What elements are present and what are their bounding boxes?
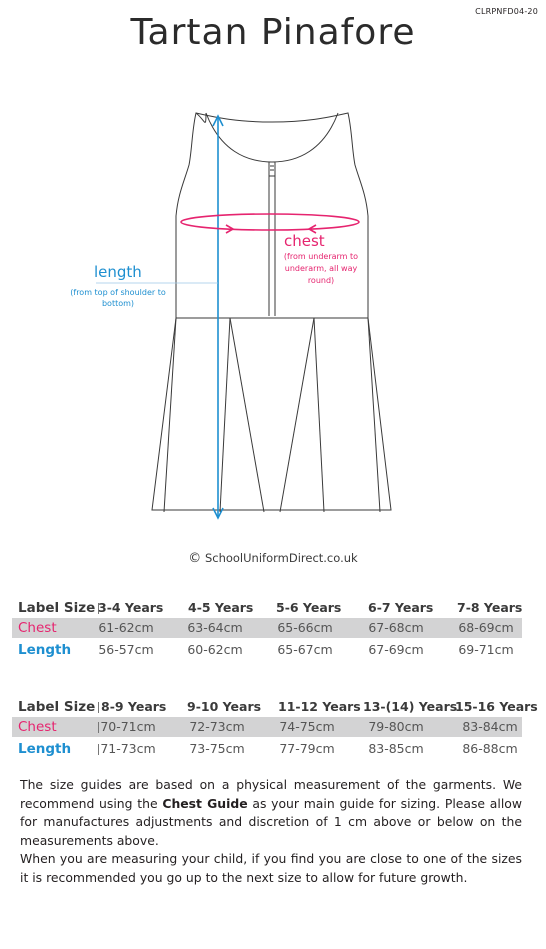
table-row-header xyxy=(12,598,522,618)
page-title: Tartan Pinafore xyxy=(130,12,416,53)
chest-guide-emphasis: Chest Guide xyxy=(162,795,248,811)
table-row-header xyxy=(12,697,538,717)
size-heading: 5-6 Years xyxy=(276,600,342,615)
chest-row-label: Chest xyxy=(18,620,57,636)
label-size-heading: Label Size xyxy=(18,699,96,715)
chest-measure-label: chest xyxy=(284,232,325,250)
chest-value: 79-80cm xyxy=(368,719,424,734)
copyright-icon: © xyxy=(188,551,202,566)
chest-value: 61-62cm xyxy=(98,620,154,635)
zip-pull xyxy=(269,162,275,176)
chest-value: 63-64cm xyxy=(187,620,243,635)
chest-value: 70-71cm xyxy=(100,719,156,734)
guidance-text-growth: When you are measuring your child, if you find you are close to one of the sizes it is recommended you go up to the next size to allow for future growth. xyxy=(20,851,522,885)
length-value: 83-85cm xyxy=(368,741,424,756)
chest-value: 72-73cm xyxy=(189,719,245,734)
copyright-line xyxy=(0,551,546,566)
size-heading: 8-9 Years xyxy=(101,699,167,714)
chest-value: 68-69cm xyxy=(458,620,514,635)
length-row-label: Length xyxy=(18,741,72,757)
size-heading: 9-10 Years xyxy=(187,699,262,714)
pinafore-diagram xyxy=(0,90,546,535)
pinafore-bodice-outline xyxy=(176,113,368,318)
length-value: 65-67cm xyxy=(277,642,333,657)
length-value: 56-57cm xyxy=(98,642,154,657)
chest-value: 65-66cm xyxy=(277,620,333,635)
chest-arrow xyxy=(181,214,359,233)
chest-value: 83-84cm xyxy=(462,719,518,734)
guidance-text: as your main guide for sizing. Please allow for manufactures adjustments and discretion of 1 cm above or below on the measurements above. xyxy=(20,795,522,848)
chest-value: 67-68cm xyxy=(368,620,424,635)
length-value: 73-75cm xyxy=(189,741,245,756)
table-row-chest xyxy=(12,717,522,737)
pinafore-neckline xyxy=(206,113,338,162)
table-row-length xyxy=(12,739,522,759)
size-heading: 6-7 Years xyxy=(368,600,434,615)
length-measure-note: (from top of shoulder to bottom) xyxy=(70,288,166,308)
size-heading: 13-(14) Years xyxy=(363,699,458,714)
size-heading: 3-4 Years xyxy=(98,600,164,615)
chest-measure-note: (from underarm to underarm, all way round) xyxy=(283,252,359,285)
chest-value: 74-75cm xyxy=(279,719,335,734)
length-arrow xyxy=(213,116,223,518)
product-code: CLRPNFD04-20 xyxy=(475,7,538,16)
table-row-length xyxy=(12,640,522,660)
length-measure-label: length xyxy=(94,263,142,281)
column-separator xyxy=(98,702,99,713)
copyright-text: SchoolUniformDirect.co.uk xyxy=(204,551,358,565)
length-value: 67-69cm xyxy=(368,642,424,657)
size-heading: 4-5 Years xyxy=(188,600,254,615)
size-table-2 xyxy=(12,697,538,759)
size-heading: 11-12 Years xyxy=(278,699,361,714)
size-table-1 xyxy=(12,598,522,660)
length-value: 77-79cm xyxy=(279,741,335,756)
length-value: 86-88cm xyxy=(462,741,518,756)
chest-row-label: Chest xyxy=(18,719,57,735)
table-row-chest xyxy=(12,618,522,638)
length-value: 69-71cm xyxy=(458,642,514,657)
size-heading: 7-8 Years xyxy=(457,600,523,615)
length-value: 71-73cm xyxy=(100,741,156,756)
label-size-heading: Label Size xyxy=(18,600,96,616)
pinafore-skirt-outline xyxy=(152,318,391,510)
sizing-guidance xyxy=(20,776,522,887)
length-value: 60-62cm xyxy=(187,642,243,657)
guidance-text: The size guides are based on a physical measurement of the garments. We recommend using the xyxy=(20,777,522,811)
size-heading: 15-16 Years xyxy=(455,699,538,714)
length-row-label: Length xyxy=(18,642,72,658)
